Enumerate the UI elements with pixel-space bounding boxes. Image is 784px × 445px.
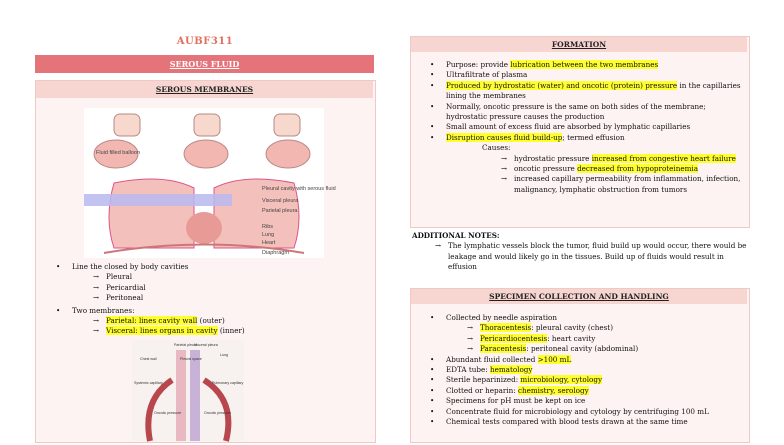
cavity-item-peritoneal: → Peritoneal	[106, 293, 362, 303]
cause-permeability: → increased capillary permeability from inflammation, infection, malignancy, lymphatic obstruction from tumors	[514, 174, 742, 195]
specimen-pericardiocentesis	[480, 334, 742, 344]
highlight-text: decreased from hypoproteinemia	[577, 164, 698, 174]
highlight-text: lubrication between the two membranes	[510, 60, 659, 69]
label-oncotic-left: Oncotic pressure	[154, 411, 182, 415]
plain-text: (outer)	[197, 316, 225, 326]
label-pleural-space: Pleural space	[180, 357, 202, 361]
plain-text: (inner)	[217, 326, 245, 336]
highlight-text: chemistry, serology	[517, 385, 589, 395]
cavity-item-pleural: → Pleural	[106, 272, 362, 282]
label-systemic-capillary: Systemic capillary	[134, 381, 163, 385]
plain-text: Purpose: provide	[446, 60, 511, 69]
highlight-text: microbiology, cytology	[520, 375, 603, 385]
bullet-two-membranes	[72, 306, 362, 316]
plain-text: hydrostatic pressure	[514, 153, 592, 163]
highlight-text: Disruption causes fluid build-up	[446, 132, 563, 142]
capillary-diagram	[132, 340, 244, 441]
figure-serous-membranes	[84, 108, 336, 258]
specimen-edta	[446, 365, 742, 375]
plain-text: EDTA tube:	[446, 365, 490, 375]
label-pleural-cavity: Pleural cavity with serous fluid	[262, 186, 336, 192]
label-diaphragm: Diaphragm	[262, 250, 289, 256]
sub-bar-specimen: SPECIMEN COLLECTION AND HANDLING	[411, 289, 747, 304]
highlight-text: Thoracentesis	[480, 323, 532, 333]
specimen-abundant	[446, 355, 742, 365]
formation-disruption	[446, 133, 742, 143]
label-visceral-pleura: Visceral pleura	[194, 343, 218, 347]
label-pulmonary-capillary: Pulmonary capillary	[212, 381, 244, 385]
label-parietal-pleura: Parietal pleura	[174, 343, 198, 347]
highlight-text: >100 mL	[537, 354, 572, 364]
sub-bar-serous-membranes: SEROUS MEMBRANES	[36, 81, 373, 98]
specimen-ph: • Specimens for pH must be kept on ice	[446, 396, 742, 406]
bullet-text: Two membranes:	[72, 305, 135, 315]
sub-bar-formation: FORMATION	[411, 37, 747, 52]
highlight-text: increased from congestive heart failure	[591, 153, 736, 163]
formation-purpose	[446, 60, 742, 70]
formation-produced	[446, 81, 742, 102]
formation-small: • Small amount of excess fluid are absorbed by lymphatic capillaries	[446, 122, 742, 132]
additional-note-item: → The lymphatic vessels block the tumor, fluid build up would occur, there would be leakage and would likely go in the tissues. Build up of fluids would result in effusion	[448, 241, 748, 272]
plain-text: : pleural cavity (chest)	[531, 323, 613, 333]
bullet-text: Line the closed by body cavities	[72, 262, 189, 271]
left-bullet-list	[72, 262, 362, 337]
plain-text: Sterile heparinized:	[446, 375, 521, 385]
label-lung: Lung	[262, 232, 275, 238]
document-title: AUBF311	[176, 36, 234, 47]
formation-list	[446, 60, 742, 195]
bullet-line-cavities	[72, 262, 362, 272]
cause-hydrostatic	[514, 154, 742, 164]
figure-pleural-capillaries	[132, 340, 244, 441]
plain-text: ; termed effusion	[562, 132, 625, 142]
specimen-clotted	[446, 386, 742, 396]
cavity-item-pericardial: → Pericardial	[106, 283, 362, 293]
highlight-text: Pericardiocentesis	[480, 333, 548, 343]
membrane-item-parietal	[106, 316, 362, 326]
serous-membrane-diagram	[84, 108, 336, 258]
plain-text: Clotted or heparin:	[446, 385, 518, 395]
section-bar-serous-fluid: SEROUS FLUID	[35, 55, 374, 73]
plain-text: Abundant fluid collected	[446, 354, 538, 364]
label-heart: Heart	[262, 240, 276, 246]
specimen-thoracentesis	[480, 323, 742, 333]
label-ribs: Ribs	[262, 224, 274, 230]
plain-text: oncotic pressure	[514, 164, 578, 174]
formation-normally: • Normally, oncotic pressure is the same on both sides of the membrane; hydrostatic pressure causes the production	[446, 102, 742, 123]
additional-notes	[412, 231, 748, 273]
specimen-sterile	[446, 375, 742, 385]
label-visceral-pleura: Visceral pleura	[262, 198, 299, 204]
specimen-chemical: • Chemical tests compared with blood tests drawn at the same time	[446, 417, 742, 427]
specimen-concentrate: • Concentrate fluid for microbiology and cytology by centrifuging 100 mL	[446, 407, 742, 417]
label-chest-wall: Chest wall	[140, 357, 157, 361]
additional-notes-label: ADDITIONAL NOTES:	[412, 231, 500, 240]
specimen-paracentesis	[480, 344, 742, 354]
highlight-text: Parietal: lines cavity wall	[106, 316, 198, 326]
plain-text: : peritoneal cavity (abdominal)	[526, 344, 639, 354]
cause-oncotic	[514, 164, 742, 174]
causes-label: Causes:	[482, 143, 511, 153]
membrane-item-visceral	[106, 326, 362, 336]
label-oncotic-right: Oncotic pressure	[204, 411, 232, 415]
highlight-text: hematology	[489, 365, 533, 375]
highlight-text: Produced by hydrostatic (water) and oncotic (protein) pressure	[446, 80, 678, 90]
highlight-text: Visceral: lines organs in cavity	[106, 326, 218, 336]
plain-text: : heart cavity	[547, 333, 596, 343]
specimen-list	[446, 313, 742, 427]
label-lung: Lung	[220, 353, 228, 357]
label-fluid-balloon: Fluid filled balloon	[96, 150, 141, 156]
specimen-needle: • Collected by needle aspiration	[446, 313, 742, 323]
highlight-text: Paracentesis	[480, 344, 527, 354]
formation-ultrafiltrate: • Ultrafiltrate of plasma	[446, 70, 742, 80]
label-parietal-pleura: Parietal pleura	[262, 208, 298, 214]
plain-text: in the capillaries lining the membranes	[446, 80, 741, 101]
